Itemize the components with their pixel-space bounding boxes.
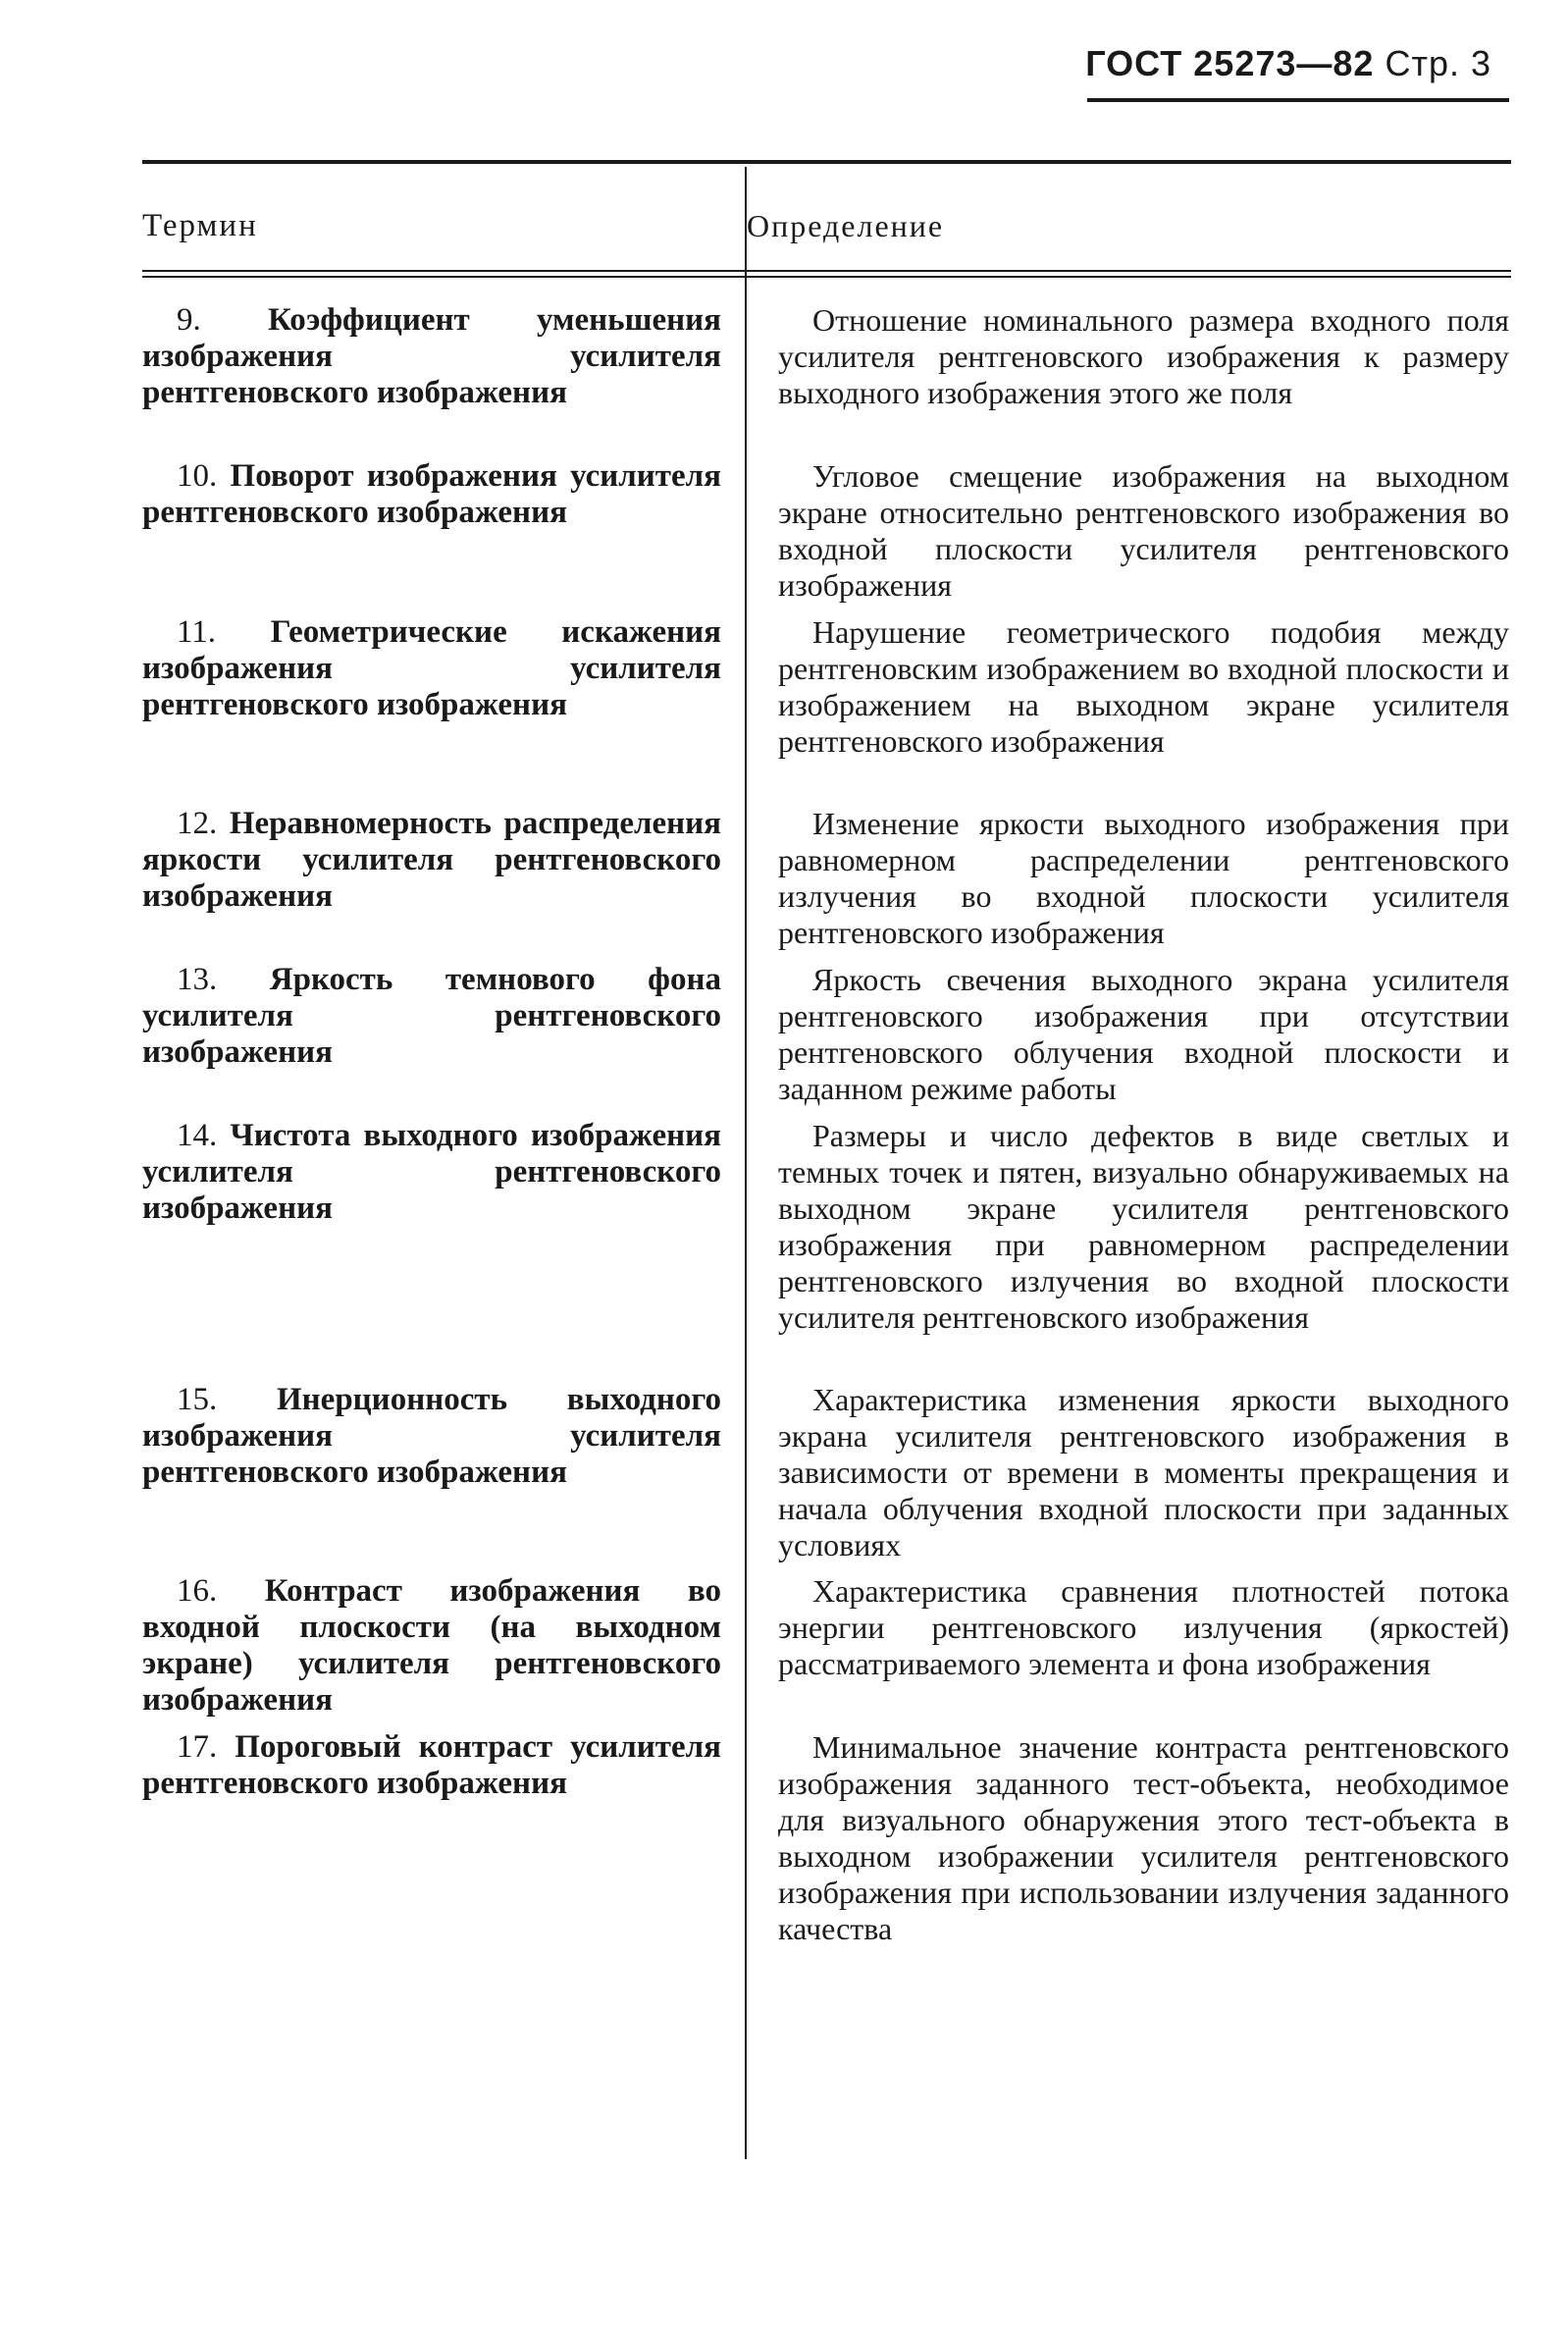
term-cell [142,1382,721,1491]
page-header [1085,43,1491,84]
definition-cell [778,806,1509,951]
term-number: 10. [177,458,218,494]
column-divider [745,167,747,2159]
definition-cell [778,1382,1509,1563]
header-divider [142,276,1511,278]
term-number: 17. [177,1729,218,1765]
table-top-rule [142,160,1511,164]
term-cell [142,614,721,723]
term-cell [142,962,721,1071]
header-rule [1087,98,1509,102]
definition-text: Нарушение геометрического подобия между рентгеновским изображением во входной плоскости и изображением на выходном экране усилителя рентгеновского изображения [778,614,1509,759]
definition-text: Изменение яркости выходного изображения при равномерном распределении рентгеновского излучения во входной плоскости усилителя рентгеновского изображения [778,806,1509,950]
term-cell [142,1118,721,1227]
standard-number: ГОСТ 25273—82 [1085,43,1375,83]
definition-text: Характеристика сравнения плотностей потока энергии рентгеновского излучения (яркостей) рассматриваемого элемента и фона изображения [778,1573,1509,1681]
term-number: 9. [177,302,201,338]
definition-text: Размеры и число дефектов в виде светлых и темных точек и пятен, визуально обнаруживаемых на выходном экране усилителя рентгеновского изображения при равномерном распределении рентгеновского излучения во входной плоскости усилителя рентгеновского изображения [778,1118,1509,1335]
term-name: Инерционность выходного изображения усилителя рентгеновского изображения [142,1382,722,1490]
definition-text: Яркость свечения выходного экрана усилителя рентгеновского изображения при отсутствии рентгеновского облучения входной плоскости и заданном режиме работы [778,962,1509,1106]
term-name: Чистота выходного изображения усилителя рентгеновского изображения [142,1118,721,1226]
definition-cell [778,1729,1509,1947]
definition-cell [778,458,1509,604]
term-number: 12. [177,806,218,841]
term-cell [142,1573,721,1719]
term-name: Геометрические искажения изображения усилителя рентгеновского изображения [142,614,721,722]
term-name: Коэффициент уменьшения изображения усилителя рентгеновского изображения [142,302,721,410]
term-name: Яркость темнового фона усилителя рентгеновского изображения [142,962,721,1070]
definition-text: Характеристика изменения яркости выходного экрана усилителя рентгеновского изображения в зависимости от времени в моменты прекращения и начала облучения входной плоскости при заданных условиях [778,1382,1509,1562]
definition-cell [778,1573,1509,1682]
definition-cell [778,614,1509,760]
term-name: Поворот изображения усилителя рентгеновского изображения [142,458,721,530]
header-divider [142,270,1511,272]
definition-text: Угловое смещение изображения на выходном экране относительно рентгеновского изображения во входной плоскости усилителя рентгеновского изображения [778,458,1509,603]
term-name: Пороговый контраст усилителя рентгеновского изображения [142,1729,722,1801]
term-cell [142,1729,721,1802]
definition-cell [778,1118,1509,1336]
term-number: 15. [177,1382,218,1417]
term-cell [142,458,721,531]
column-header-term: Термин [142,208,258,243]
term-name: Неравномерность распределения яркости усилителя рентгеновского изображения [142,806,722,914]
definition-text: Отношение номинального размера входного поля усилителя рентгеновского изображения к размеру выходного изображения этого же поля [778,302,1509,410]
column-header-definition: Определение [747,208,945,243]
definition-cell [778,962,1509,1107]
term-number: 11. [177,614,217,650]
definition-cell [778,302,1509,411]
term-name: Контраст изображения во входной плоскости (на выходном экране) усилителя рентгеновского изображения [142,1573,721,1718]
term-number: 16. [177,1573,218,1609]
term-cell [142,302,721,411]
page-number: Стр. 3 [1385,43,1491,83]
definition-text: Минимальное значение контраста рентгеновского изображения заданного тест-объекта, необходимое для визуального обнаружения этого тест-объекта в выходном изображении усилителя рентгеновского изображения при использовании излучения заданного качества [778,1729,1509,1946]
term-cell [142,806,721,915]
term-number: 14. [177,1118,218,1153]
term-number: 13. [177,962,218,997]
